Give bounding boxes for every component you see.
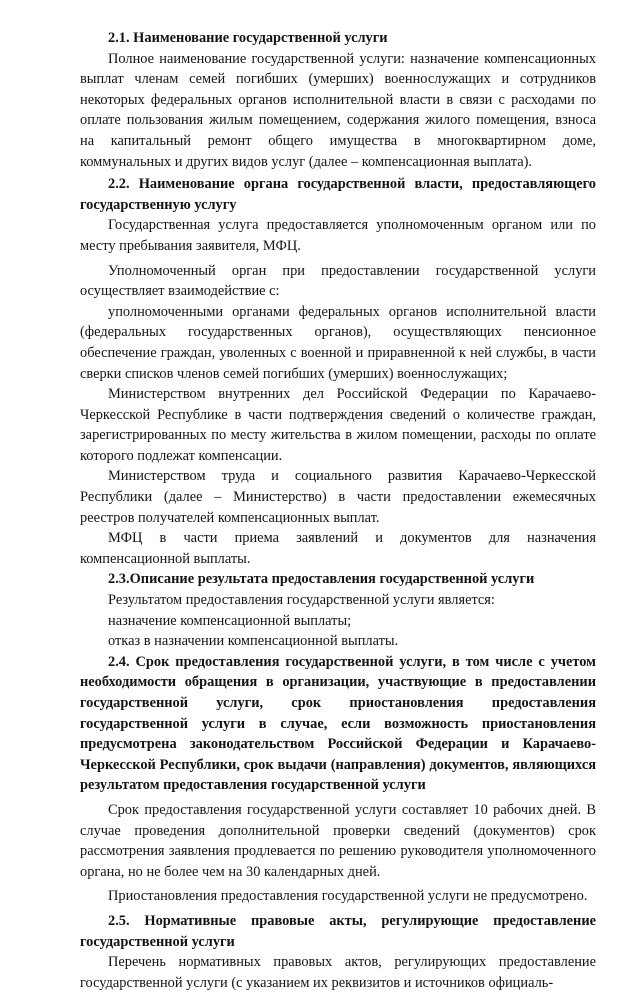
section-2-2-paragraph-3: уполномоченными органами федеральных органов исполнительной власти (федеральных государственных органов), осуществляющих пенсионное обеспечение граждан, уволенных с военной и приравненной к ней службы, в части сверки списков членов семей погибших (умерших) военнослужащих;	[80, 303, 596, 382]
section-2-2-paragraph-6: МФЦ в части приема заявлений и документов для назначения компенсационной выплаты.	[80, 530, 596, 567]
section-2-1-paragraph-1: Полное наименование государственной услуги: назначение компенсационных выплат членам семей погибших (умерших) военнослужащих и сотрудников некоторых федеральных органов исполнительной власти в связи с расходами по оплате пользования жилым помещением, содержания жилого помещения, взноса на капитальный ремонт общего имущества в многоквартирном доме, коммунальных и других видов услуг (далее – компенсационная выплата).	[80, 50, 596, 170]
section-2-4-heading: 2.4. Срок предоставления государственной услуги, в том числе с учетом необходимости обращения в организации, участвующие в предоставлении государственной услуги, срок приостановления предоставления государственной услуги в случае, если возможность приостановления предусмотрена законодательством Российской Федерации и Карачаево-Черкесской Республики, срок выдачи (направления) документов, являющихся результатом предоставления государственной услуги	[80, 653, 596, 794]
section-2-2-paragraph-1: Государственная услуга предоставляется уполномоченным органом или по месту пребывания заявителя, МФЦ.	[80, 217, 596, 254]
section-2-2-paragraph-5: Министерством труда и социального развития Карачаево-Черкесской Республики (далее – Министерство) в части предоставлении ежемесячных реестров получателей компенсационных выплат.	[80, 468, 596, 526]
section-2-3-paragraph-1: Результатом предоставления государственной услуги является:	[108, 592, 495, 609]
document-page	[80, 28, 596, 993]
section-2-4-paragraph-1: Срок предоставления государственной услуги составляет 10 рабочих дней. В случае проведения дополнительной проверки сведений (документов) срок рассмотрения заявления продлевается по решению руководителя уполномоченного органа, но не более чем на 30 календарных дней.	[80, 801, 596, 880]
section-2-3-paragraph-2: назначение компенсационной выплаты;	[108, 612, 352, 629]
section-2-3-paragraph-3: отказ в назначении компенсационной выплаты.	[108, 633, 399, 650]
section-2-4-paragraph-2: Приостановления предоставления государственной услуги не предусмотрено.	[108, 888, 588, 905]
section-2-5-heading: 2.5. Нормативные правовые акты, регулирующие предоставление государственной услуги	[80, 912, 596, 950]
section-2-2-paragraph-2: Уполномоченный орган при предоставлении государственной услуги осуществляет взаимодействие с:	[80, 262, 596, 300]
section-2-3-heading: 2.3.Описание результата предоставления государственной услуги	[108, 571, 535, 588]
section-2-5-paragraph-1: Перечень нормативных правовых актов, регулирующих предоставление государственной услуги (с указанием их реквизитов и источников официаль-	[80, 954, 596, 991]
section-2-2-heading: 2.2. Наименование органа государственной власти, предоставляющего государственную услугу	[80, 176, 596, 213]
section-2-2-paragraph-4: Министерством внутренних дел Российской Федерации по Карачаево-Черкесской Республике в части подтверждения сведений о количестве граждан, зарегистрированных по месту жительства в жилом помещении, расходы по оплате которого подлежат компенсации.	[80, 386, 596, 464]
section-2-1-heading: 2.1. Наименование государственной услуги	[108, 30, 388, 46]
